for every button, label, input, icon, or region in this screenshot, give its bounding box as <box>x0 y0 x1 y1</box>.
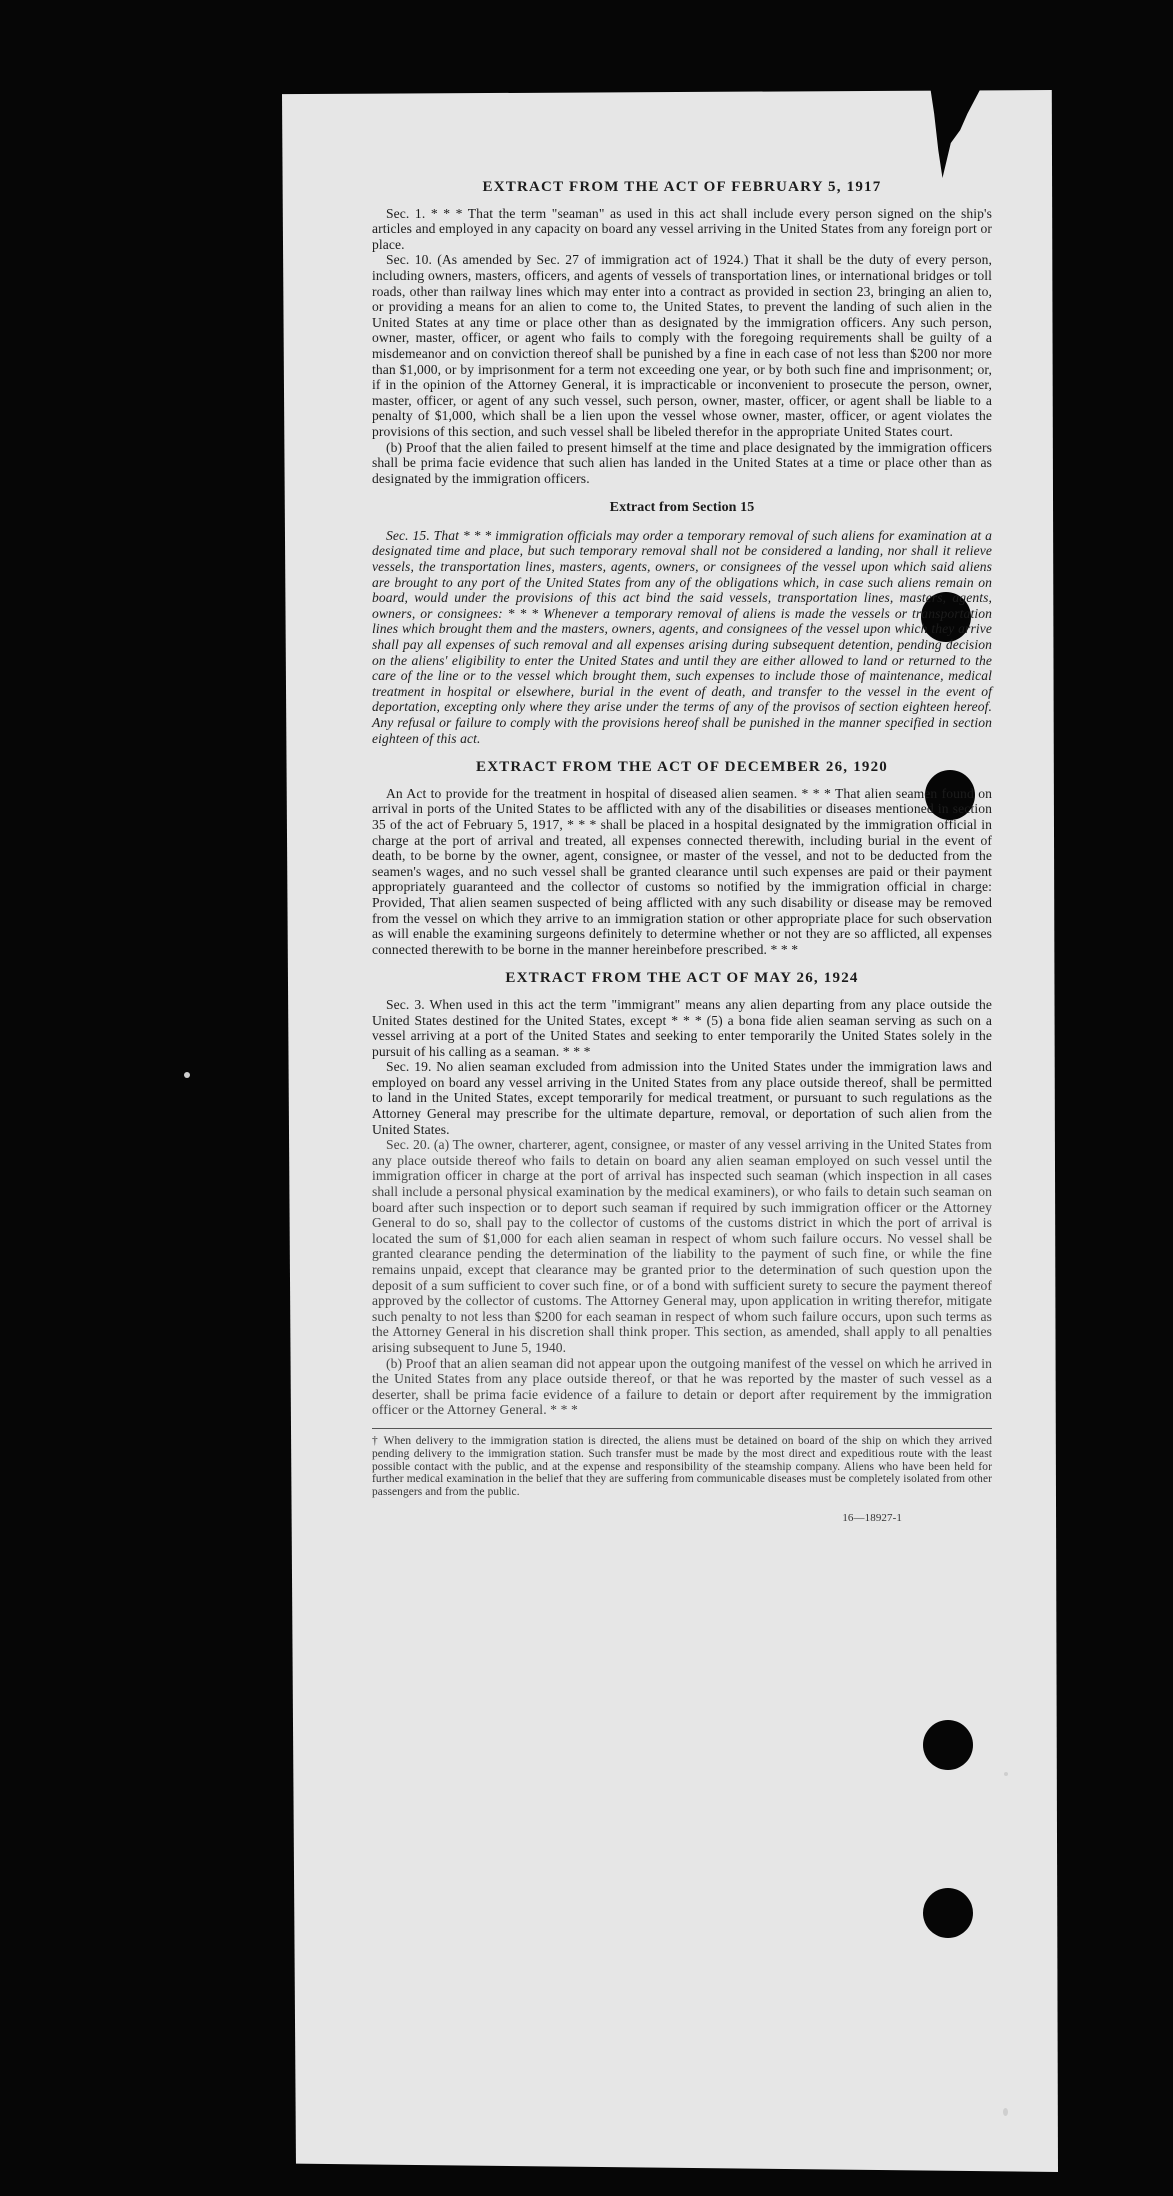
paragraph-sec-1: Sec. 1. * * * That the term "seaman" as used in this act shall include every person signed on the ship's articles and employed in any capacity on board any vessel arriving in the United States from any foreign port or place. <box>372 205 992 252</box>
paragraph-act-1920: An Act to provide for the treatment in hospital of diseased alien seamen. * * * That alien seamen found on arrival in ports of the United States to be afflicted with any of the disabilities or diseases mentioned in section 35 of the act of February 5, 1917, * * * shall be placed in a hospital designated by the immigration official in charge at the port of arrival and treated, all expenses connected therewith, including burial in the event of death, to be borne by the owner, agent, consignee, or master of the vessel, and not to be deducted from the seamen's wages, and no such vessel shall be granted clearance until such expenses are paid or their payment appropriately guaranteed and the collector of customs so notified by the immigration official in charge: Provided, That alien seamen suspected of being afflicted with any such disability or disease may be removed from the vessel on which they arrive to an immigration station or other appropriate place for such observation as will enable the examining surgeons definitely to determine whether or not they are so afflicted, all expenses connected therewith to be borne in the manner hereinbefore prescribed. * * * <box>372 785 992 957</box>
document-text <box>372 180 992 1527</box>
paragraph-sec-19: Sec. 19. No alien seaman excluded from admission into the United States under the immigration laws and employed on board any vessel arriving in the United States from any place outside thereof, shall be permitted to land in the United States, except temporarily for medical treatment, or pursuant to such regulations as the Attorney General may prescribe for the ultimate departure, removal, or deportation of such alien from the United States. <box>372 1059 992 1137</box>
dust-speck <box>1004 1772 1008 1776</box>
dust-speck <box>184 1072 190 1078</box>
paragraph-sec-20a: Sec. 20. (a) The owner, charterer, agent, consignee, or master of any vessel arriving in the United States from any place outside thereof who fails to detain on board any alien seaman employed on such vessel until the immigration officer in charge at the port of arrival has inspected such seaman (which inspection in all cases shall include a personal physical examination by the medical examiners), or who fails to detain such seaman on board after such inspection or to deport such seaman if required by such immigration officer or the Attorney General to do so, shall pay to the collector of customs of the customs district in which the port of arrival is located the sum of $1,000 for each alien seaman in respect of whom such failure occurs. No vessel shall be granted clearance pending the determination of the liability to the payment of such fine, or while the fine remains unpaid, except that clearance may be granted prior to the determination of such question upon the deposit of a sum sufficient to cover such fine, or of a bond with sufficient surety to secure the payment thereof approved by the collector of customs. The Attorney General may, upon application in writing therefor, mitigate such penalty to not less than $200 for each seaman in respect of whom such failure occurs, upon such terms as the Attorney General in his discretion shall think proper. This section, as amended, shall apply to all penalties arising subsequent to June 5, 1940. <box>372 1137 992 1355</box>
section-heading-1917: EXTRACT FROM THE ACT OF FEBRUARY 5, 1917 <box>482 179 882 195</box>
paragraph-sec-15: Sec. 15. That * * * immigration officials may order a temporary removal of such aliens for examination at a designated time and place, but such temporary removal shall not be considered a landing, nor shall it relieve vessels, the transportation lines, masters, agents, owners, or consignees of the vessel upon which said aliens are brought to any port of the United States from any of the obligations which, in case such aliens remain on board, would under the provisions of this act bind the said vessels, transportation lines, masters, agents, owners, or consignees: * * * Whenever a temporary removal of aliens is made the vessels or transportation lines which brought them and the masters, owners, agents, and consignees of the vessel upon which they arrive shall pay all expenses of such removal and all expenses arising during subsequent detention, pending decision on the aliens' eligibility to enter the United States and until they are either allowed to land or returned to the care of the line or to the vessel which brought them, such expenses to include those of maintenance, medical treatment in hospital or elsewhere, burial in the event of death, and transfer to the vessel in the event of deportation, excepting only where they arise under the terms of any of the provisos of section eighteen hereof. Any refusal or failure to comply with the provisions hereof shall be punished in the manner specified in section eighteen of this act. <box>372 527 992 746</box>
dust-speck <box>1003 2108 1008 2116</box>
footnote: † When delivery to the immigration station is directed, the aliens must be detained on board of the ship on which they arrived pending delivery to the immigration station. Such transfer must be made by the most direct and expeditious route with the least possible contact with the public, and at the expense and responsibility of the steamship company. Aliens who have been held for further medical examination in the belief that they are suffering from communicable diseases must be completely isolated from other passengers and from the public. <box>372 1428 992 1499</box>
form-number: 16—18927-1 <box>842 1511 902 1524</box>
punch-hole <box>923 1720 973 1770</box>
punch-hole <box>923 1888 973 1938</box>
paragraph-sec-20b: (b) Proof that an alien seaman did not appear upon the outgoing manifest of the vessel on which he arrived in the United States from any place outside thereof, or that he was reported by the master of such vessel as a deserter, shall be prima facie evidence of a failure to detain or deport after requirement by the immigration officer or the Attorney General. * * * <box>372 1355 992 1418</box>
paragraph-sec-10: Sec. 10. (As amended by Sec. 27 of immigration act of 1924.) That it shall be the duty of every person, including owners, masters, officers, and agents of vessels of transportation lines, or international bridges or toll roads, other than railway lines which may enter into a contract as provided in section 23, bringing an alien to, or providing a means for an alien to come to, the United States, to prevent the landing of such alien in the United States at any time or place other than as designated by the immigration officers. Any such person, owner, master, officer, or agent who fails to comply with the foregoing requirements shall be guilty of a misdemeanor and on conviction thereof shall be punished by a fine in each case of not less than $200 nor more than $1,000, or by imprisonment for a term not exceeding one year, or by both such fine and imprisonment; or, if in the opinion of the Attorney General, it is impracticable or inconvenient to prosecute the person, owner, master, officer, or agent of any such vessel, such person, owner, master, officer, or agent shall be liable to a penalty of $1,000, which shall be a lien upon the vessel whose owner, master, officer, or agent violates the provisions of this section, and such vessel shall be libeled therefor in the appropriate United States court. <box>372 252 992 439</box>
section-heading-1924: EXTRACT FROM THE ACT OF MAY 26, 1924 <box>505 970 859 987</box>
section-heading-1920: EXTRACT FROM THE ACT OF DECEMBER 26, 1920 <box>475 759 889 776</box>
paragraph-sec-3: Sec. 3. When used in this act the term "immigrant" means any alien departing from any place outside the United States destined for the United States, except * * * (5) a bona fide alien seaman serving as such on a vessel arriving at a port of the United States and seeking to enter temporarily the United States solely in the pursuit of his calling as a seaman. * * * <box>372 996 992 1059</box>
paragraph-sec-10b: (b) Proof that the alien failed to present himself at the time and place designated by the immigration officers shall be prima facie evidence that such alien has landed in the United States at a time or place other than as designated by the immigration officers. <box>372 439 992 486</box>
section-subheading-15: Extract from Section 15 <box>609 500 755 516</box>
